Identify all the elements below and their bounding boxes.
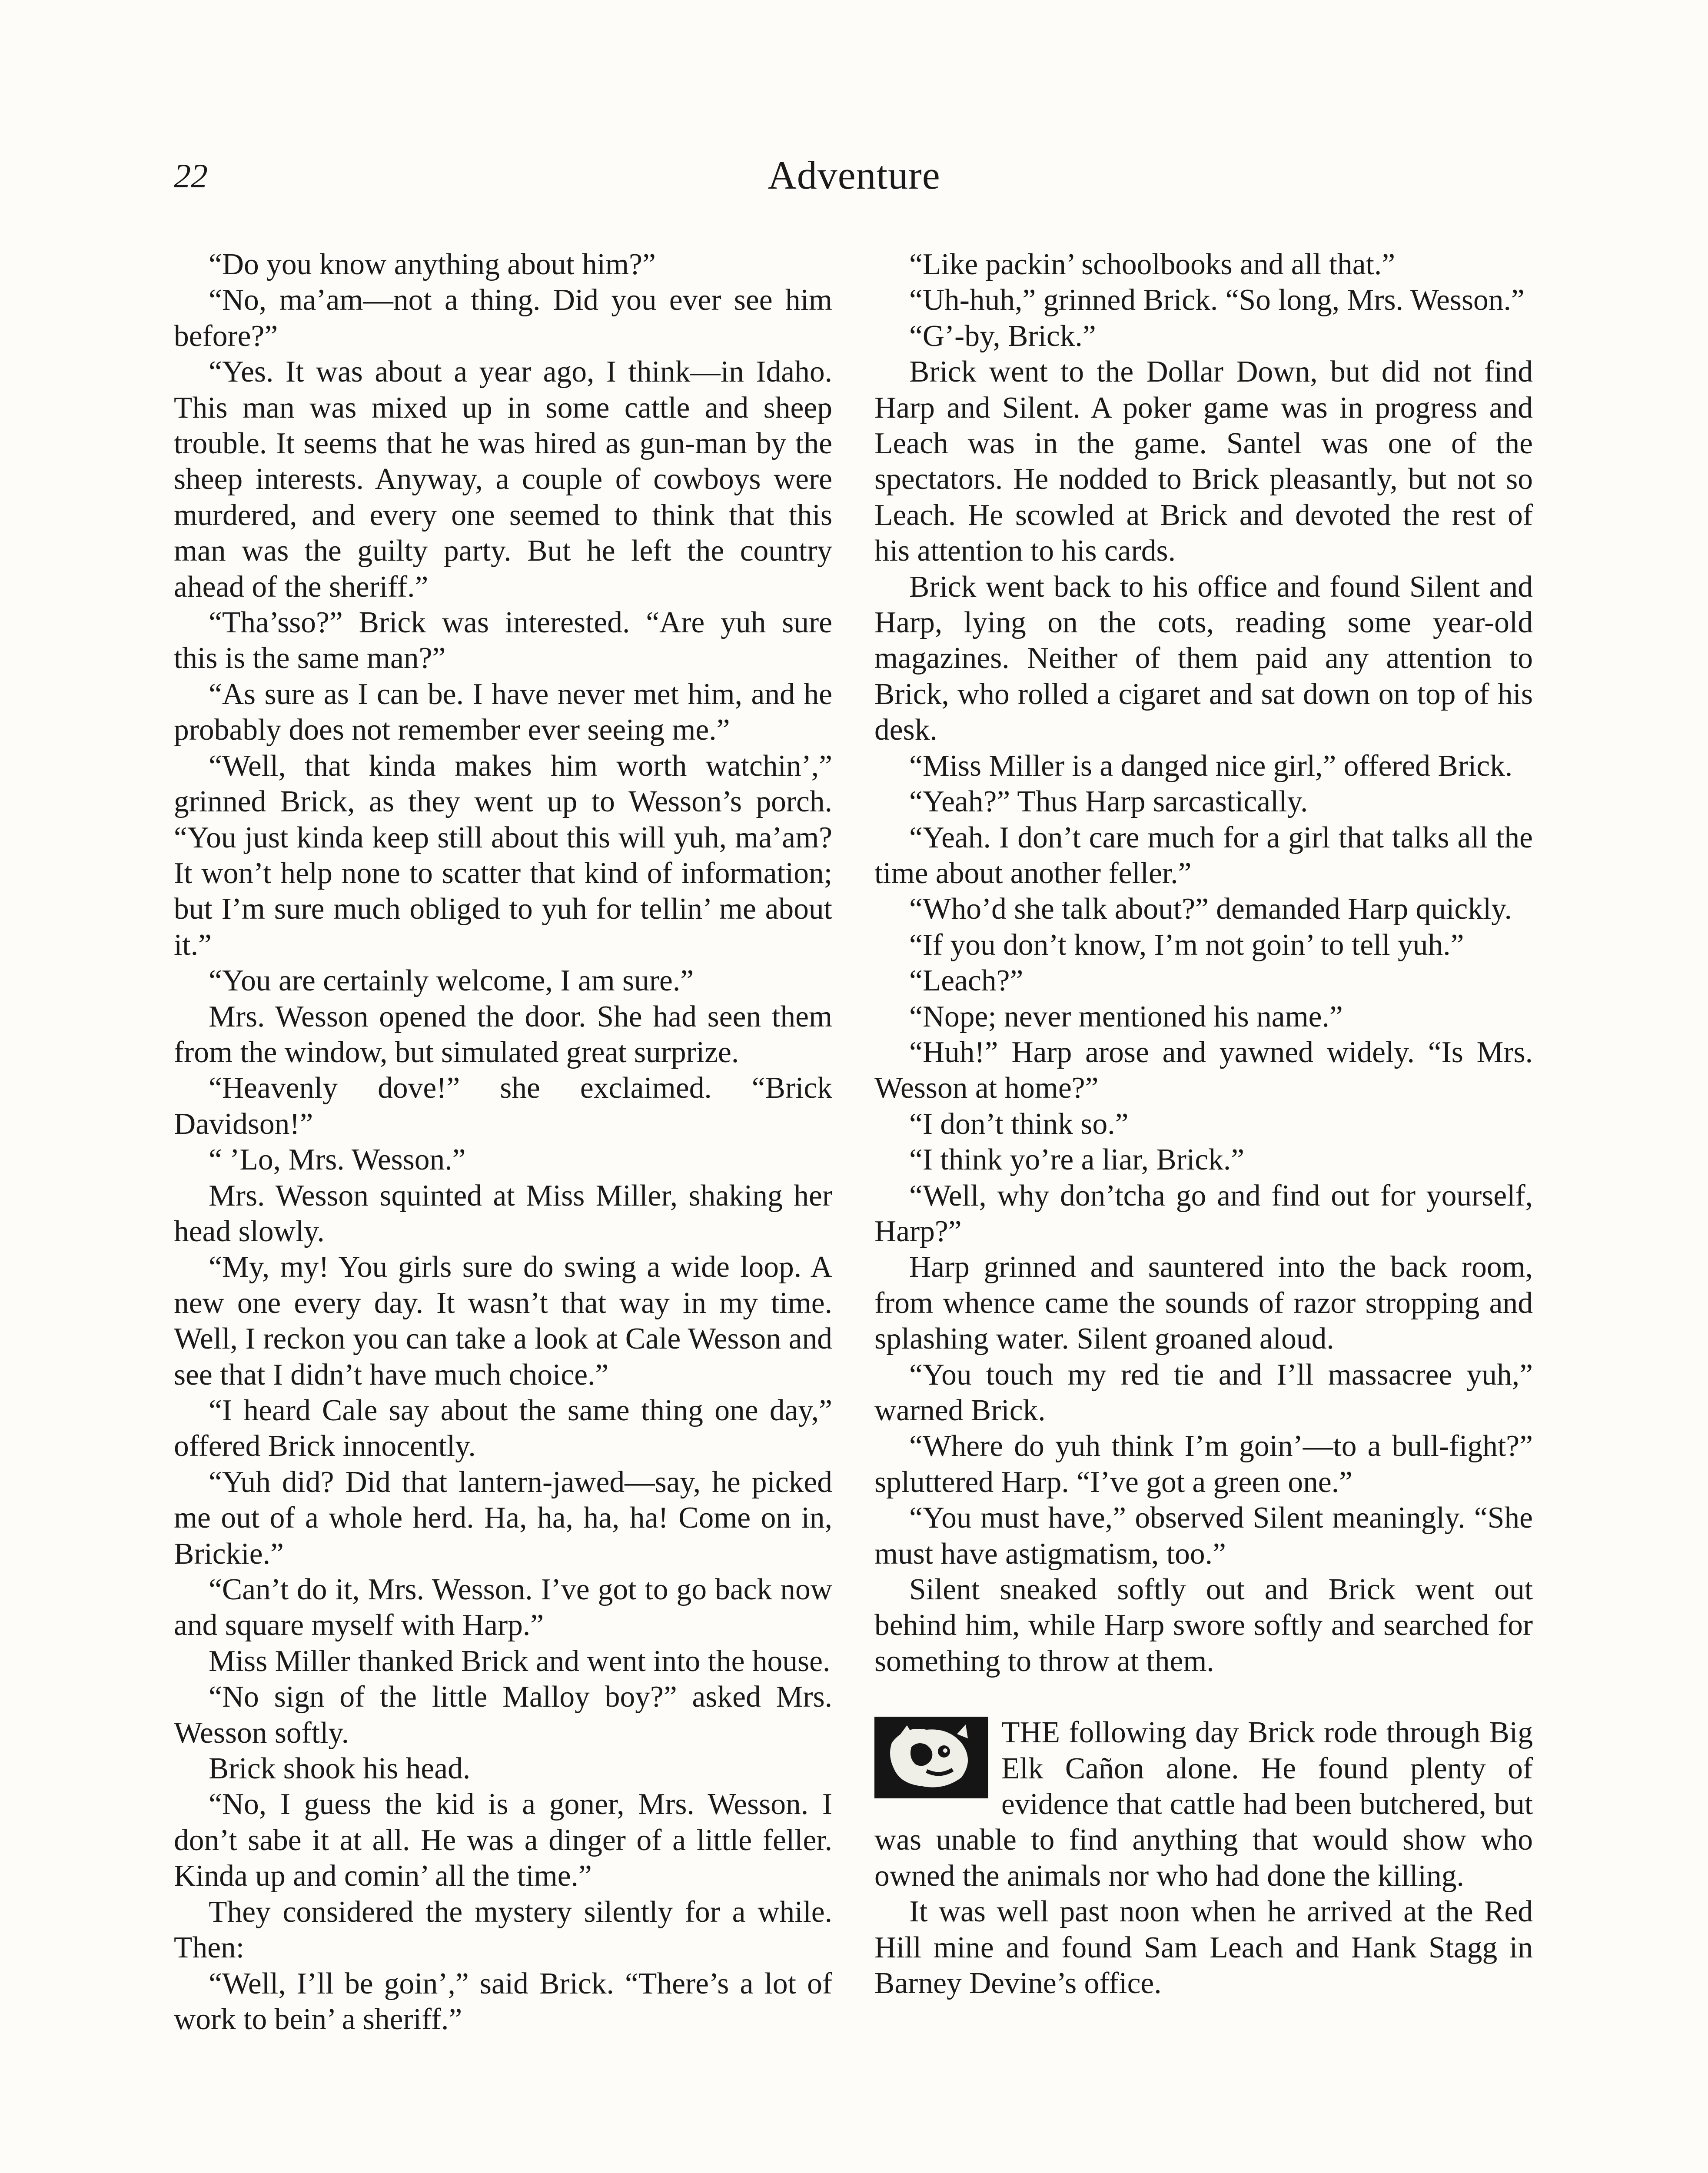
page-header (174, 152, 1534, 204)
paragraph: “You must have,” observed Silent meaningly. “She must have astigmatism, too.” (874, 1501, 1533, 1571)
paragraph: “Well, why don’tcha go and find out for yourself, Harp?” (874, 1179, 1533, 1248)
paragraph: “Like packin’ schoolbooks and all that.” (909, 248, 1396, 281)
paragraph: Mrs. Wesson squinted at Miss Miller, shaking her head slowly. (174, 1179, 832, 1248)
paragraph: “If you don’t know, I’m not goin’ to tell yuh.” (909, 928, 1464, 962)
section-opening-text: THE following day Brick rode through Big Elk Cañon alone. He found plenty of evidence that cattle had been butchered, but was unable to find anything that would show who owned the animals nor who had done the killing. (874, 1716, 1533, 1893)
paragraph: “No, ma’am—not a thing. Did you ever see him before?” (174, 283, 832, 353)
paragraph: Brick went back to his office and found Silent and Harp, lying on the cots, reading some year-old magazines. Neither of them paid any attention to Brick, who rolled a cigaret and sat down on top of his desk. (874, 570, 1533, 747)
decorative-initial-ornament (874, 1717, 988, 1798)
paragraph: “Nope; never mentioned his name.” (909, 1000, 1343, 1033)
paragraph: “Leach?” (909, 964, 1023, 998)
paragraph: “Yeah?” Thus Harp sarcastically. (909, 785, 1308, 819)
paragraph: “Tha’sso?” Brick was interested. “Are yuh sure this is the same man?” (174, 606, 832, 675)
paragraph: “Yes. It was about a year ago, I think—in Idaho. This man was mixed up in some cattle and sheep trouble. It seems that he was hired as gun-man by the sheep interests. Anyway, a couple of cowboys were murdered, and every one seemed to think that this man was the guilty party. But he left the country ahead of the sheriff.” (174, 355, 832, 604)
paragraph: “Yeah. I don’t care much for a girl that talks all the time about another feller.” (874, 821, 1533, 890)
paragraph: “Do you know anything about him?” (209, 248, 656, 281)
paragraph: “Well, that kinda makes him worth watchin’,” grinned Brick, as they went up to Wesson’s porch. “You just kinda keep still about this will yuh, ma’am? It won’t help none to scatter that kind of information; but I’m sure much obliged to yuh for tellin’ me about it.” (174, 749, 832, 962)
paragraph: “Yuh did? Did that lantern-jawed—say, he picked me out of a whole herd. Ha, ha, ha, ha! Come on in, Brickie.” (174, 1465, 832, 1571)
magazine-title: Adventure (768, 153, 940, 197)
paragraph: “You touch my red tie and I’ll massacree yuh,” warned Brick. (874, 1358, 1533, 1427)
paragraph: “As sure as I can be. I have never met him, and he probably does not remember ever seeing me.” (174, 677, 832, 747)
paragraph: “Well, I’ll be goin’,” said Brick. “There’s a lot of work to bein’ a sheriff.” (174, 1967, 832, 2036)
paragraph: “Uh-huh,” grinned Brick. “So long, Mrs. Wesson.” (909, 283, 1525, 317)
paragraph: “Who’d she talk about?” demanded Harp quickly. (909, 892, 1512, 926)
paragraph: Miss Miller thanked Brick and went into the house. (209, 1644, 831, 1678)
right-column (874, 247, 1533, 2002)
paragraph: “G’-by, Brick.” (909, 319, 1096, 353)
paragraph: “No sign of the little Malloy boy?” asked Mrs. Wesson softly. (174, 1680, 832, 1750)
paragraph: “Heavenly dove!” she exclaimed. “Brick Davidson!” (174, 1071, 832, 1141)
paragraph: “Where do yuh think I’m goin’—to a bull-fight?” spluttered Harp. “I’ve got a green one.” (874, 1429, 1533, 1499)
paragraph: “My, my! You girls sure do swing a wide loop. A new one every day. It wasn’t that way in my time. Well, I reckon you can take a look at Cale Wesson and see that I didn’t have much choice.” (174, 1250, 832, 1392)
paragraph: “Miss Miller is a danged nice girl,” offered Brick. (909, 749, 1513, 783)
section-break (874, 1679, 1533, 1715)
paragraph: It was well past noon when he arrived at the Red Hill mine and found Sam Leach and Hank Stagg in Barney Devine’s office. (874, 1895, 1533, 2000)
paragraph: Brick shook his head. (209, 1752, 471, 1786)
page-number: 22 (174, 157, 208, 195)
paragraph: “I heard Cale say about the same thing one day,” offered Brick innocently. (174, 1394, 832, 1463)
drop-cap-paragraph (874, 1715, 1533, 1894)
paragraph: Brick went to the Dollar Down, but did not find Harp and Silent. A poker game was in progress and Leach was in the game. Santel was one of the spectators. He nodded to Brick pleasantly, but not so Leach. He scowled at Brick and devoted the rest of his attention to his cards. (874, 355, 1533, 568)
paragraph: “Huh!” Harp arose and yawned widely. “Is Mrs. Wesson at home?” (874, 1035, 1533, 1105)
left-column (174, 247, 832, 2037)
paragraph: “Can’t do it, Mrs. Wesson. I’ve got to go back now and square myself with Harp.” (174, 1573, 832, 1642)
paragraph: Harp grinned and sauntered into the back room, from whence came the sounds of razor stropping and splashing water. Silent groaned aloud. (874, 1250, 1533, 1356)
paragraph: Mrs. Wesson opened the door. She had seen them from the window, but simulated great surprize. (174, 1000, 832, 1069)
paragraph: They considered the mystery silently for a while. Then: (174, 1895, 832, 1965)
paragraph: “You are certainly welcome, I am sure.” (209, 964, 694, 998)
paragraph: “I think yo’re a liar, Brick.” (909, 1143, 1245, 1177)
paragraph: “No, I guess the kid is a goner, Mrs. Wesson. I don’t sabe it at all. He was a dinger of a little feller. Kinda up and comin’ all the time.” (174, 1788, 832, 1893)
paragraph: “ ’Lo, Mrs. Wesson.” (209, 1143, 466, 1177)
paragraph: Silent sneaked softly out and Brick went out behind him, while Harp swore softly and searched for something to throw at them. (874, 1573, 1533, 1678)
paragraph: “I don’t think so.” (909, 1107, 1129, 1141)
